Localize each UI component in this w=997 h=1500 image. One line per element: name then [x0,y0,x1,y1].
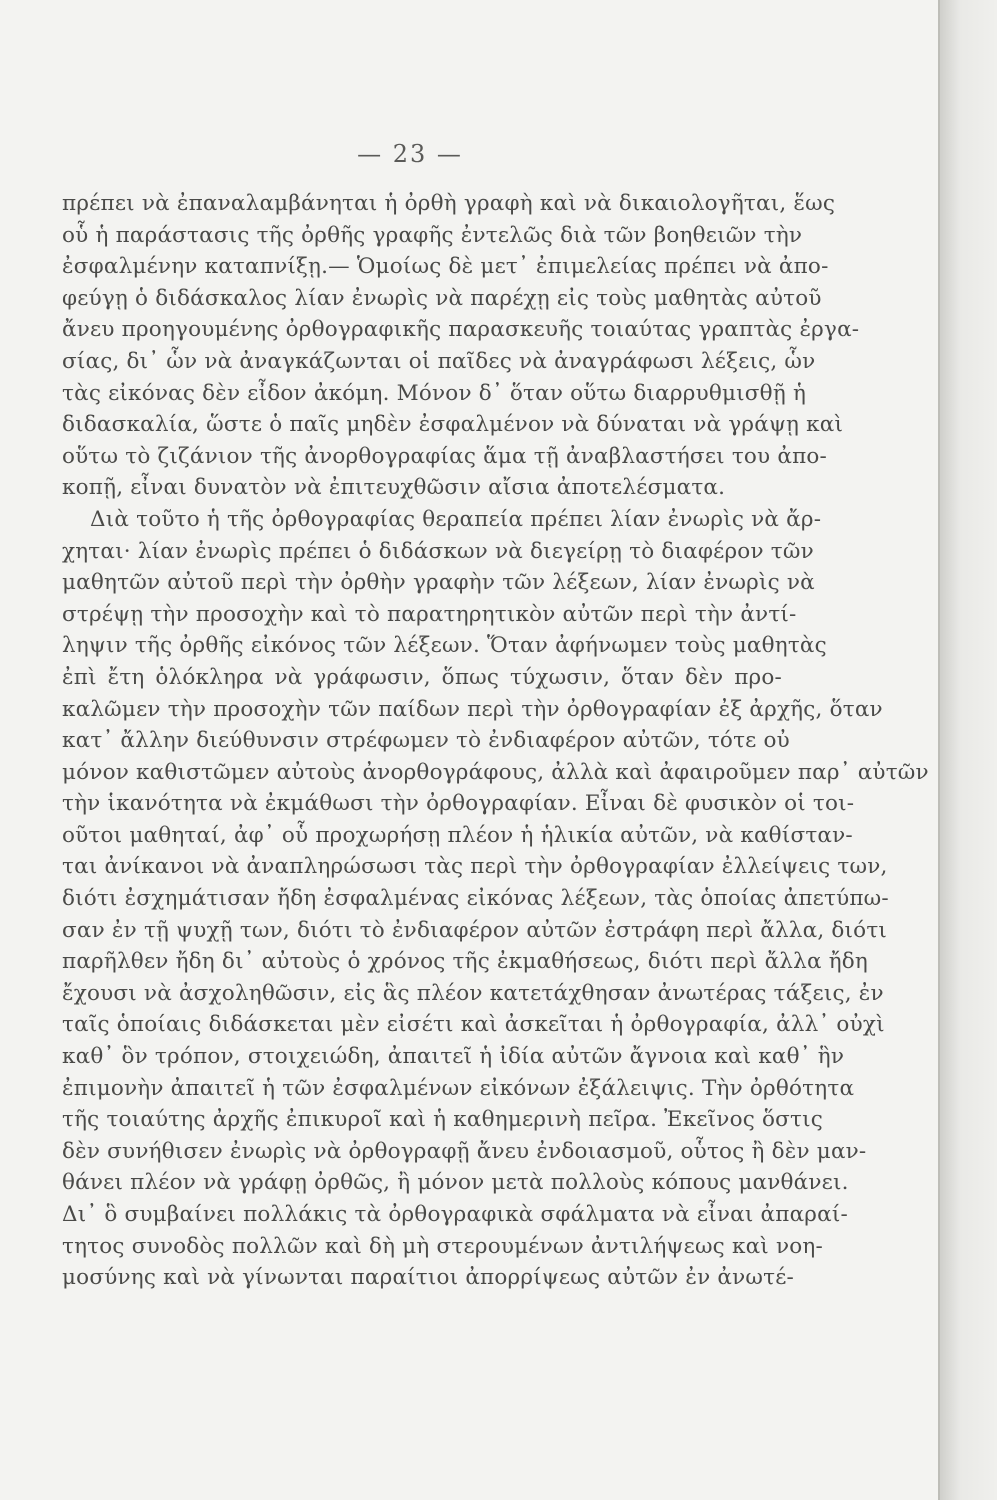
text-line: τὰς εἰκόνας δὲν εἶδον ἀκόμη. Μόνον δ᾽ ὅταν οὕτω διαρρυθμισθῇ ἡ [62,380,807,406]
text-line: οῦτοι μαθηταί, ἀφ᾽ οὗ προχωρήσῃ πλέον ἡ ἡλικία αὐτῶν, νὰ καθίσταν- [62,822,853,848]
text-line: τῆς τοιαύτης ἀρχῆς ἐπικυροῖ καὶ ἡ καθημερινὴ πεῖρα. Ἐκεῖνος ὅστις [62,1107,823,1133]
text-line: μόνον καθιστῶμεν αὐτοὺς ἀνορθογράφους, ἀλλὰ καὶ ἀφαιροῦμεν παρ᾽ αὐτῶν [62,759,929,785]
text-line: χηται· λίαν ἐνωρὶς πρέπει ὁ διδάσκων νὰ διεγείρῃ τὸ διαφέρον τῶν [62,538,814,564]
text-line: μαθητῶν αὐτοῦ περὶ τὴν ὀρθὴν γραφὴν τῶν λέξεων, λίαν ἐνωρὶς νὰ [62,570,815,596]
text-line: παρῆλθεν ἤδη δι᾽ αὐτοὺς ὁ χρόνος τῆς ἐκμαθήσεως, διότι περὶ ἄλλα ἤδη [62,949,869,975]
paragraph-start-line: Διὰ τοῦτο ἡ τῆς ὀρθογραφίας θεραπεία πρέπει λίαν ἐνωρὶς νὰ ἄρ- [90,506,822,532]
text-line: ἄνευ προηγουμένης ὀρθογραφικῆς παρασκευῆς τοιαύτας γραπτὰς ἐργα- [62,317,860,343]
text-line: μοσύνης καὶ νὰ γίνωνται παραίτιοι ἀπορρίψεως αὐτῶν ἐν ἀνωτέ- [62,1265,795,1291]
text-line: τητος συνοδὸς πολλῶν καὶ δὴ μὴ στερουμένων ἀντιλήψεως καὶ νοη- [62,1233,823,1259]
paragraph-end-line: κοπῇ, εἶναι δυνατὸν νὰ ἐπιτευχθῶσιν αἴσια ἀποτελέσματα. [62,475,726,501]
text-line: σίας, δι᾽ ὧν νὰ ἀναγκάζωνται οἱ παῖδες νὰ ἀναγράφωσι λέξεις, ὧν [62,348,816,374]
text-line: φεύγῃ ὁ διδάσκαλος λίαν ἐνωρὶς νὰ παρέχῃ εἰς τοὺς μαθητὰς αὐτοῦ [62,285,822,311]
text-line: καλῶμεν τὴν προσοχὴν τῶν παίδων περὶ τὴν ὀρθογραφίαν ἐξ ἀρχῆς, ὅταν [62,696,883,722]
body-text [62,188,929,1294]
text-line: ταῖς ὁποίαις διδάσκεται μὲν εἰσέτι καὶ ἀσκεῖται ἡ ὀρθογραφία, ἀλλ᾽ οὐχὶ [62,1012,885,1038]
page-number: — 23 — [357,140,463,168]
text-line: Δι᾽ ὃ συμβαίνει πολλάκις τὰ ὀρθογραφικὰ σφάλματα νὰ εἶναι ἀπαραί- [62,1202,848,1227]
text-line: ἐπιμονὴν ἀπαιτεῖ ἡ τῶν ἐσφαλμένων εἰκόνων ἐξάλειψις. Τὴν ὀρθότητα [62,1075,855,1101]
text-line: πρέπει νὰ ἐπαναλαμβάνηται ἡ ὀρθὴ γραφὴ καὶ νὰ δικαιολογῆται, ἕως [62,191,836,216]
text-line: ἐπὶ ἔτη ὁλόκληρα νὰ γράφωσιν, ὅπως τύχωσιν, ὅταν δὲν προ- [62,664,782,690]
text-line: καθ᾽ ὃν τρόπον, στοιχειώδη, ἀπαιτεῖ ἡ ἰδία αὐτῶν ἄγνοια καὶ καθ᾽ ἣν [62,1044,845,1070]
text-line: τὴν ἱκανότητα νὰ ἐκμάθωσι τὴν ὀρθογραφίαν. Εἶναι δὲ φυσικὸν οἱ τοι- [62,791,855,817]
text-line: διότι ἐσχημάτισαν ἤδη ἐσφαλμένας εἰκόνας λέξεων, τὰς ὁποίας ἀπετύπω- [62,886,889,912]
text-line: ται ἀνίκανοι νὰ ἀναπληρώσωσι τὰς περὶ τὴν ὀρθογραφίαν ἐλλείψεις των, [62,854,888,880]
scan-margin [940,0,997,1500]
text-line: δὲν συνήθισεν ἐνωρὶς νὰ ὀρθογραφῇ ἄνευ ἐνδοιασμοῦ, οὗτος ἢ δὲν μαν- [62,1138,867,1164]
text-line: ἔχουσι νὰ ἀσχοληθῶσιν, εἰς ἃς πλέον κατετάχθησαν ἀνωτέρας τάξεις, ἐν [62,980,884,1006]
text-line: ἐσφαλμένην καταπνίξῃ.— Ὁμοίως δὲ μετ᾽ ἐπιμελείας πρέπει νὰ ἀπο- [62,254,829,280]
text-line: κατ᾽ ἄλλην διεύθυνσιν στρέφωμεν τὸ ἐνδιαφέρον αὐτῶν, τότε οὐ [62,728,790,754]
text-line: στρέψῃ τὴν προσοχὴν καὶ τὸ παρατηρητικὸν αὐτῶν περὶ τὴν ἀντί- [62,601,797,627]
text-line: σαν ἐν τῇ ψυχῇ των, διότι τὸ ἐνδιαφέρον αὐτῶν ἐστράφη περὶ ἄλλα, διότι [62,917,888,943]
text-line: θάνει πλέον νὰ γράφῃ ὀρθῶς, ἢ μόνον μετὰ πολλοὺς κόπους μανθάνει. [62,1170,849,1196]
text-line: διδασκαλία, ὥστε ὁ παῖς μηδὲν ἐσφαλμένον νὰ δύναται νὰ γράψῃ καὶ [62,412,844,438]
text-line: οὗ ἡ παράστασις τῆς ὀρθῆς γραφῆς ἐντελῶς διὰ τῶν βοηθειῶν τὴν [62,222,803,248]
text-line: οὕτω τὸ ζιζάνιον τῆς ἀνορθογραφίας ἅμα τῇ ἀναβλαστήσει του ἀπο- [62,443,828,469]
text-line: ληψιν τῆς ὀρθῆς εἰκόνος τῶν λέξεων. Ὅταν ἀφήνωμεν τοὺς μαθητὰς [62,633,827,659]
